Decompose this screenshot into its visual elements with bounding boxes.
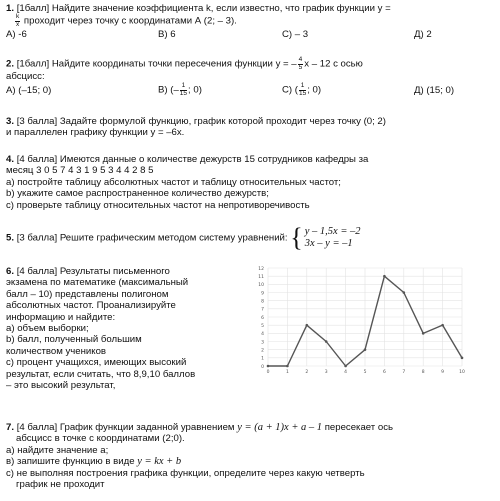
- question-7-line-4a: в) запишите функцию в виде: [6, 456, 135, 468]
- answer-option: А) -6: [6, 29, 27, 41]
- question-6-line: информацию и найдите:: [6, 311, 116, 323]
- question-2: [6, 57, 494, 98]
- question-4-line-3: a) постройте таблицу абсолютных частот и таблицу относительных частот;: [6, 176, 341, 188]
- y-tick-label: 2: [261, 348, 264, 354]
- y-tick-label: 4: [261, 332, 264, 338]
- fraction-denominator: 5: [298, 63, 303, 71]
- question-7-row-1: [6, 422, 494, 433]
- data-point: [267, 365, 270, 368]
- question-3: [6, 116, 494, 139]
- data-point: [403, 291, 406, 294]
- question-2-text: [6, 57, 494, 71]
- y-tick-label: 3: [261, 340, 264, 346]
- y-tick-label: 8: [261, 299, 264, 305]
- question-3-line-1: [3 балла] Задайте формулой функцию, график которой проходит через точку (0; 2): [16, 116, 386, 127]
- question-number: 7.: [6, 422, 15, 433]
- question-4-line-1: [4 балла] Имеются данные о количестве дежурств 15 сотрудников кафедры за: [16, 154, 369, 165]
- answer-prefix: С) (: [282, 84, 298, 96]
- question-5-row: [6, 223, 494, 252]
- question-number: 4.: [6, 154, 15, 165]
- y-tick-label: 0: [261, 364, 264, 370]
- y-tick-label: 10: [258, 283, 264, 289]
- question-4-line-4: b) укажите самое распространенное количество дежурств;: [6, 188, 269, 200]
- question-6-line: экзамена по математике (максимальный: [6, 277, 189, 289]
- question-6-line: [4 балла] Результаты письменного: [16, 266, 170, 277]
- question-7-line-1b: пересекает ось: [324, 422, 393, 433]
- y-tick-label: 5: [261, 323, 264, 329]
- x-tick-label: 5: [363, 370, 367, 375]
- question-number: 1.: [6, 3, 15, 14]
- question-6-line: c) процент учащихся, имеющих высокий: [6, 357, 187, 369]
- question-4-line-2: месяц 3 0 5 7 4 3 1 9 5 3 4 4 2 8 5: [6, 165, 154, 177]
- question-2-line-2: абсцисс:: [6, 71, 45, 82]
- data-point: [306, 324, 309, 327]
- x-tick-label: 9: [441, 370, 445, 375]
- answer-suffix: ; 0): [307, 84, 322, 96]
- answer-options: [6, 83, 494, 98]
- y-tick-label: 1: [261, 356, 264, 362]
- y-tick-label: 9: [261, 291, 264, 297]
- question-7-line-5: с) не выполняя построения графика функции, определите через какую четверть: [6, 467, 365, 479]
- y-tick-label: 11: [258, 274, 264, 280]
- y-tick-label: 7: [261, 307, 264, 313]
- question-7-line-6: график не проходит: [16, 479, 105, 491]
- question-6-line: количеством учеников: [6, 345, 107, 357]
- question-6: [6, 266, 256, 391]
- question-7-line-2: абсцисс в точке с координатами (2;0).: [16, 433, 185, 445]
- answer-option: С) – 3: [282, 29, 309, 41]
- question-1-line-1: [1балл] Найдите значение коэффициента k, если известно, что график функции y =: [16, 3, 391, 14]
- x-tick-label: 3: [324, 370, 328, 375]
- answer-option: Д) (15; 0): [414, 85, 455, 97]
- question-number: 3.: [6, 116, 15, 127]
- answer-option: В) 6: [158, 29, 176, 41]
- data-point: [383, 275, 386, 278]
- x-tick-label: 4: [344, 370, 348, 375]
- formula: y = (a + 1)x + a – 1: [237, 422, 323, 433]
- x-tick-label: 0: [266, 370, 270, 375]
- y-tick-label: 6: [261, 315, 264, 321]
- question-5-text: [3 балла] Решите графическим методом систему уравнений:: [16, 232, 288, 244]
- question-6-row-1: [6, 266, 256, 277]
- question-1-text: [6, 3, 494, 14]
- fraction-denominator: 15: [298, 89, 307, 97]
- system-brace: {: [290, 223, 303, 252]
- answer-suffix: ; 0): [188, 84, 202, 96]
- x-tick-label: 8: [421, 370, 425, 375]
- question-6-line: – это высокий результат,: [6, 380, 116, 392]
- fraction-numerator: k: [16, 13, 20, 21]
- fraction-k-over-x: [15, 14, 20, 28]
- question-4-line-5: c) проверьте таблицу относительных частот на непротиворечивость: [6, 199, 310, 211]
- equation-system: [305, 226, 361, 250]
- x-tick-label: 2: [305, 370, 309, 375]
- question-7-row-4: [6, 456, 494, 467]
- fraction-numerator: 1: [181, 82, 186, 90]
- question-1-line-2: проходит через точку с координатами А (2; – 3).: [23, 15, 237, 27]
- x-tick-label: 6: [382, 370, 386, 375]
- question-6-line: b) балл, полученный большим: [6, 334, 142, 346]
- question-7-line-1a: [4 балла] График функции заданной уравнением: [16, 422, 235, 433]
- question-1-line-2-row: [6, 14, 494, 28]
- data-point: [364, 348, 367, 351]
- question-7: [6, 422, 494, 490]
- question-4: [6, 154, 494, 211]
- data-point: [441, 324, 444, 327]
- data-point: [344, 365, 347, 368]
- data-point: [422, 332, 425, 335]
- question-5: [6, 223, 494, 252]
- answer-option: [282, 83, 321, 97]
- question-6-line: балл – 10) представлены полигоном: [6, 288, 169, 300]
- data-point: [461, 357, 464, 360]
- question-number: 6.: [6, 266, 15, 277]
- question-1: [6, 3, 494, 41]
- fraction-numerator: 1: [300, 82, 305, 90]
- question-6-line: a) объем выборки;: [6, 323, 89, 335]
- question-number: 2.: [6, 58, 15, 70]
- equation-1: y – 1,5x = –2: [304, 226, 361, 237]
- fraction-4-over-5: [298, 57, 304, 71]
- answer-options: [6, 29, 494, 41]
- fraction-denominator: 15: [179, 89, 188, 97]
- data-point: [286, 365, 289, 368]
- fraction-1-over-15: [299, 83, 306, 97]
- answer-option: Д) 2: [414, 29, 432, 41]
- answer-option: [158, 83, 202, 97]
- question-4-row-1: [6, 154, 494, 165]
- frequency-polygon-chart: [252, 262, 470, 378]
- answer-option: А) (–15; 0): [6, 85, 52, 97]
- data-point: [325, 340, 328, 343]
- y-tick-label: 12: [258, 266, 264, 272]
- x-tick-label: 7: [402, 370, 406, 375]
- question-6-line: абсолютных частот. Проанализируйте: [6, 300, 176, 312]
- question-number: 5.: [6, 232, 15, 244]
- x-tick-label: 1: [285, 370, 289, 375]
- fraction-denominator: x: [16, 20, 20, 28]
- fraction-numerator: 4: [298, 56, 303, 63]
- question-3-row-1: [6, 116, 494, 127]
- fraction-1-over-15: [180, 83, 187, 97]
- equation-2: 3x – y = –1: [304, 238, 353, 249]
- formula: y = kx + b: [137, 456, 182, 468]
- question-3-line-2: и параллелен графику функции y = –6x.: [6, 127, 185, 139]
- x-tick-label: 10: [459, 370, 465, 375]
- question-2-text-b: x – 12 с осью: [304, 58, 363, 70]
- question-6-line: результат, если считать, что 8,9,10 баллов: [6, 368, 196, 380]
- answer-prefix: В) (–: [158, 84, 179, 96]
- question-2-text-a: [1балл] Найдите координаты точки пересечения функции y = –: [16, 58, 297, 70]
- question-7-line-3: a) найдите значение a;: [6, 444, 109, 456]
